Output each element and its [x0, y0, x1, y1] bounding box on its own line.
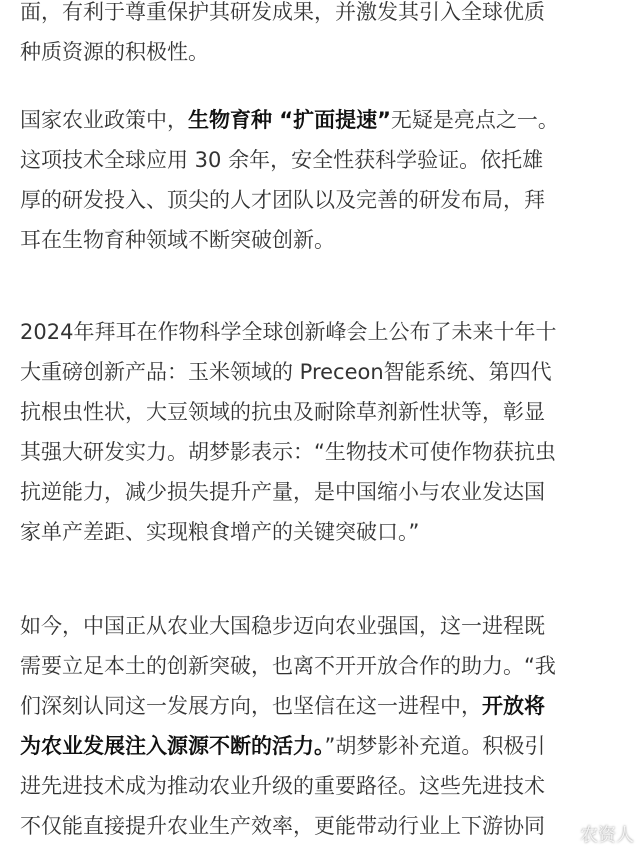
- text-line: 面，有利于尊重保护其研发成果，并激发其引入全球优质: [20, 0, 545, 24]
- text-line: 大重磅创新产品：玉米领域的 Preceon智能系统、第四代: [20, 360, 552, 384]
- text-line: 国家农业政策中，生物育种 “扩面提速”无疑是亮点之一。: [20, 108, 559, 132]
- paragraph-2: [20, 100, 620, 260]
- text-line: 为农业发展注入源源不断的活力。”胡梦影补充道。积极引: [20, 734, 546, 758]
- text-line: 其强大研发实力。胡梦影表示：“生物技术可使作物获抗虫: [20, 440, 556, 464]
- paragraph-3: [20, 312, 620, 552]
- text-line: 抗逆能力，减少损失提升产量，是中国缩小与农业发达国: [20, 480, 545, 504]
- text-line: 2024年拜耳在作物科学全球创新峰会上公布了未来十年十: [20, 320, 557, 344]
- text-line: 不仅能直接提升农业生产效率，更能带动行业上下游协同: [20, 814, 545, 838]
- text-line: 如今，中国正从农业大国稳步迈向农业强国，这一进程既: [20, 614, 545, 638]
- text-line: 进先进技术成为推动农业升级的重要路径。这些先进技术: [20, 774, 545, 798]
- bold-phrase: 生物育种 “扩面提速”: [188, 108, 391, 132]
- text-line: 种质资源的积极性。: [20, 40, 209, 64]
- paragraph-1: [20, 0, 620, 72]
- bold-phrase: 开放将: [482, 694, 545, 718]
- bold-phrase: 为农业发展注入源源不断的活力。: [20, 734, 325, 758]
- text-line: 耳在生物育种领域不断突破创新。: [20, 228, 335, 252]
- text-line: 家单产差距、实现粮食增产的关键突破口。”: [20, 520, 420, 544]
- text-line: 需要立足本土的创新突破，也离不开开放合作的助力。“我: [20, 654, 556, 678]
- text-line: 们深刻认同这一发展方向，也坚信在这一进程中，开放将: [20, 694, 545, 718]
- text-line: 抗根虫性状，大豆领域的抗虫及耐除草剂新性状等，彰显: [20, 400, 545, 424]
- text-line: 这项技术全球应用 30 余年，安全性获科学验证。依托雄: [20, 148, 544, 172]
- paragraph-4: [20, 606, 620, 846]
- text-line: 厚的研发投入、顶尖的人才团队以及完善的研发布局，拜: [20, 188, 545, 212]
- watermark: 农资人: [580, 825, 634, 846]
